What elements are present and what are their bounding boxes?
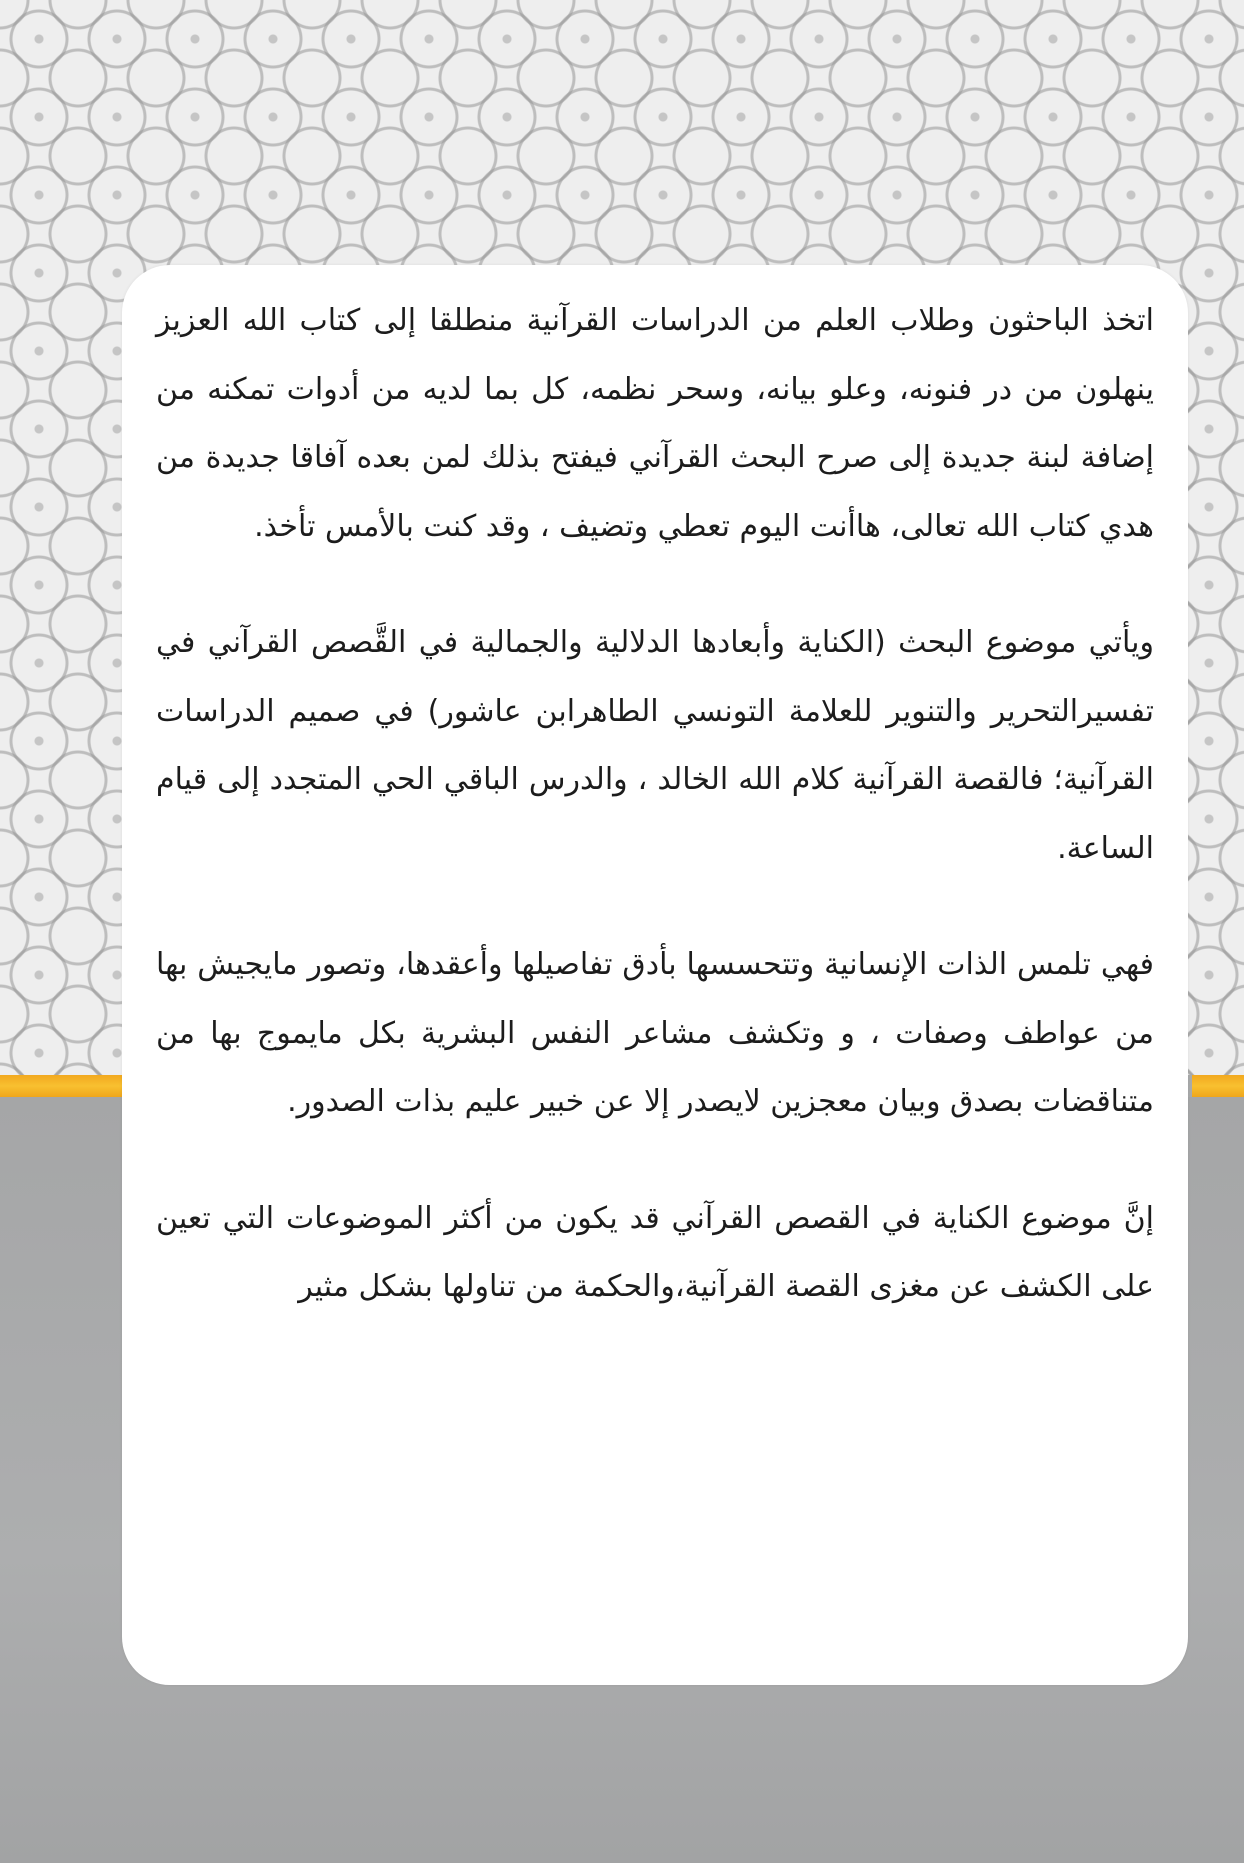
paragraph-2: ويأتي موضوع البحث (الكناية وأبعادها الدلالية والجمالية في القَّصص القرآني في تفسيرالتحرير والتنوير للعلامة التونسي الطاهرابن عاشور) في صميم الدراسات القرآنية؛ فالقصة القرآنية كلام الله الخالد ، والدرس الباقي الحي المتجدد إلى قيام الساعة. <box>156 625 1154 866</box>
paragraph-3: فهي تلمس الذات الإنسانية وتتحسسها بأدق تفاصيلها وأعقدها، وتصور مايجيش بها من عواطف وصفات ، و وتكشف مشاعر النفس البشرية بكل مايموج بها من متناقضات بصدق وبيان معجزين لايصدر إلا عن خبير عليم بذات الصدور. <box>156 947 1154 1119</box>
back-cover-text-panel <box>122 265 1188 1685</box>
blurb-text <box>156 287 1154 1370</box>
gold-accent-stripe-left <box>0 1075 130 1097</box>
gold-accent-stripe-right <box>1192 1075 1244 1097</box>
paragraph-4: إنَّ موضوع الكناية في القصص القرآني قد يكون من أكثر الموضوعات التي تعين على الكشف عن مغزى القصة القرآنية،والحكمة من تناولها بشكل مثير <box>156 1200 1154 1304</box>
paragraph-1: اتخذ الباحثون وطلاب العلم من الدراسات القرآنية منطلقا إلى كتاب الله العزيز ينهلون من در فنونه، وعلو بيانه، وسحر نظمه، كل بما لديه من أدوات تمكنه من إضافة لبنة جديدة إلى صرح البحث القرآني فيفتح بذلك لمن بعده آفاقا جديدة من هدي كتاب الله تعالى، هاأنت اليوم تعطي وتضيف ، وقد كنت بالأمس تأخذ. <box>156 303 1154 544</box>
